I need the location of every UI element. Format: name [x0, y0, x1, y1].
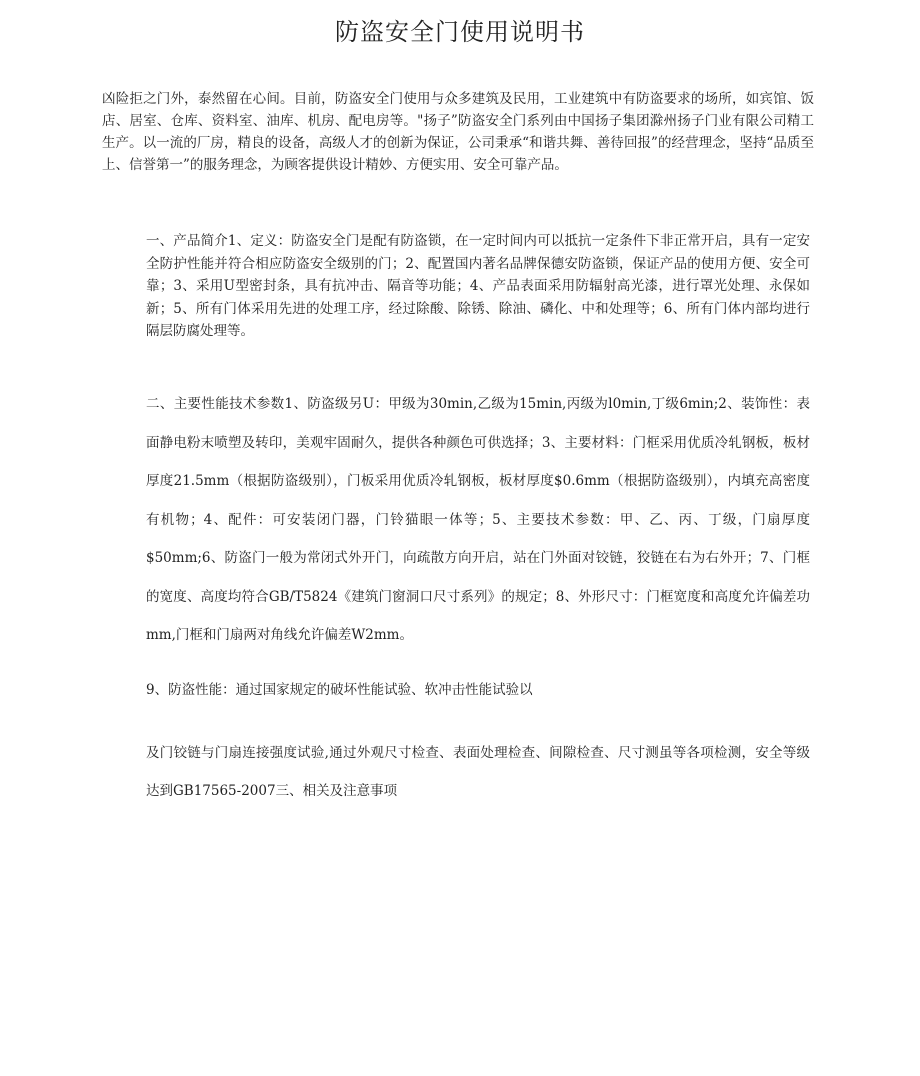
anti-theft-performance-paragraph: 9、防盗性能：通过国家规定的破坏性能试验、软冲击性能试验以 — [146, 682, 533, 698]
testing-and-notes-paragraph: 及门铰链与门扇连接强度试验,通过外观尺寸检查、表面处理检查、间隙检查、尺寸测虽等各项检测，安全等级达到GB17565-2007三、相关及注意事项 — [146, 745, 810, 799]
technical-parameters-paragraph: 二、主要性能技术参数1、防盗级另U：甲级为30min,乙级为15min,丙级为l0min,丁级6min;2、装饰性：表面静电粉末喷塑及转印，美观牢固耐久，提供各种颜色可供选择；3、主要材料：门框采用优质冷轧钢板，板材厚度21.5mm（根据防盗级别），门板采用优质冷轧钢板，板材厚度$0.6mm（根据防盗级别），内填充高密度有机物；4、配件：可安装闭门器，门铃猫眼一体等；5、主要技术参数：甲、乙、丙、丁级，门扇厚度$50mm;6、防盗门一般为常闭式外开门，向疏散方向开启，站在门外面对铰链，狡链在右为右外开；7、门框的宽度、高度均符合GB/T5824《建筑门窗洞口尺寸系列》的规定；8、外形尺寸：门框宽度和高度允许偏差功mm,门框和门扇两对角线允许偏差W2mm。 — [146, 396, 810, 643]
product-intro-paragraph: 一、产品简介1、定义：防盗安全门是配有防盗锁，在一定时间内可以抵抗一定条件下非正常开启，具有一定安全防护性能并符合相应防盗安全级别的门；2、配置国内著名品牌保德安防盗锁，保证产品的使用方便、安全可靠；3、采用U型密封条，具有抗冲击、隔音等功能；4、产品表面采用防辐射高光漆，进行罩光处理、永保如新；5、所有门体采用先进的处理工序，经过除酸、除锈、除油、磷化、中和处理等；6、所有门体内部均进行隔层防腐处理等。 — [146, 233, 810, 339]
intro-paragraph: 凶险拒之门外，泰然留在心间。目前，防盗安全门使用与众多建筑及民用，工业建筑中有防盗要求的场所，如宾馆、饭店、居室、仓库、资料室、油库、机房、配电房等。"扬子”防盗安全门系列由中国扬子集团滁州扬子门业有限公司精工生产。以一流的厂房，精良的设备，高级人才的创新为保证，公司秉承“和谐共舞、善待回报”的经营理念，坚持“品质至上、信誉第一”的服务理念，为顾客提供设计精妙、方便实用、安全可靠产品。 — [102, 91, 814, 173]
document-title: 防盗安全门使用说明书 — [335, 18, 585, 46]
